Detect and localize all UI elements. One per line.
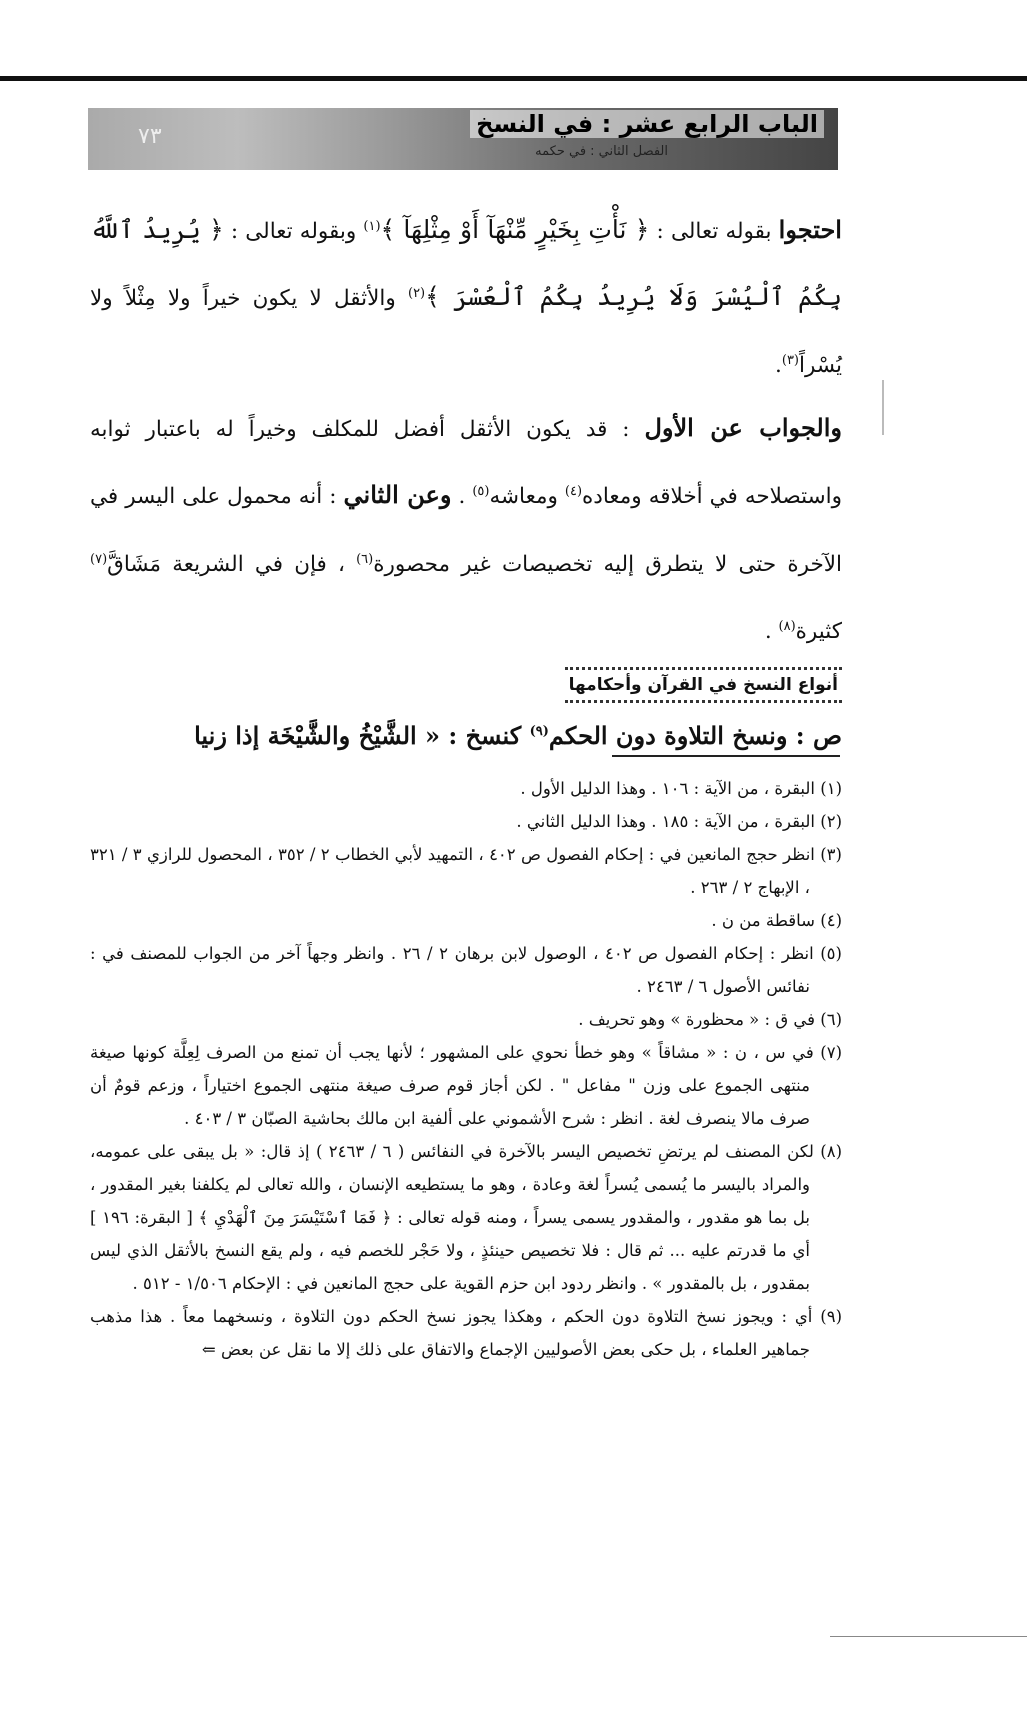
footnote-ref: (٨) bbox=[778, 618, 796, 634]
footnote-6: (٦) في ق : « محظورة » وهو تحريف . bbox=[578, 1010, 842, 1029]
scan-edge-line bbox=[830, 1636, 1027, 1637]
footnote-7: (٧) في س ، ن : « مشاقاً » وهو خطأ نحوي على المشهور ؛ لأنها يجب أن تمنع من الصرف لِعِلَّة كونها صيغة منتهى الجموع على وزن " مفاعل " . لكن أجاز قوم صرف صيغة منتهى الجموع اختياراً ، وزعم قومٌ أن صرف مالا ينصرف لغة . انظر : شرح الأشموني على ألفية ابن مالك بحاشية الصبّان ٣ / ٤٠٣ . bbox=[90, 1043, 842, 1128]
page-number: ٧٣ bbox=[138, 124, 162, 149]
footnote-5: (٥) انظر : إحكام الفصول ص ٤٠٢ ، الوصول لابن برهان ٢ / ٢٦ . وانظر وجهاً آخر من الجواب للمصنف في : نفائس الأصول ٦ / ٢٤٦٣ . bbox=[90, 944, 842, 996]
keyword-answer-second: وعن الثاني bbox=[343, 480, 452, 510]
footnote-8: (٨) لكن المصنف لم يرتضِ تخصيص اليسر بالآخرة في النفائس ( ٦ / ٢٤٦٣ ) إذ قال: « بل يبقى على عمومه، والمراد باليسر ما يُسمى يُسراً لغة وعادة ، وهو ما يستطيعه الإنسان ، والله تعالى لم يكلفنا بغير المقدور ، بل بما هو مقدور ، والمقدور يسمى يسراً ، ومنه قوله تعالى : ﴿ فَمَا ٱسْتَيْسَرَ مِنَ ٱلْهَدْيِ ﴾ [ البقرة: ١٩٦ ] أي ما قدرتم عليه ... ثم قال : فلا تخصيص حينئذٍ ، ولا حَجْر للخصم فيه ، ولم يقع النسخ بالأثقل الذي ليس بمقدور ، بل بالمقدور » . وانظر ردود ابن حزم القوية على حجج المانعين في : الإحكام ١/٥٠٦ - ٥١٢ . bbox=[90, 1142, 842, 1293]
footnote-ref: (٣) bbox=[781, 353, 799, 369]
footnote-ref: (١) bbox=[363, 219, 381, 234]
top-rule bbox=[0, 76, 1027, 81]
paragraph-matn: ص : ونسخ التلاوة دون الحكم$^{(٩)}$ كنسخ : « الشَّيْخُ والشَّيْخَة إذا زنيا bbox=[194, 720, 842, 750]
footnote-ref: (٧) bbox=[90, 551, 108, 567]
footnote-ref: (٩) bbox=[529, 723, 549, 739]
section-heading: أنواع النسخ في القرآن وأحكامها bbox=[565, 667, 842, 703]
chapter-title: الباب الرابع عشر : في النسخ bbox=[470, 110, 824, 138]
footnotes bbox=[90, 772, 842, 1366]
footnote-ref: (٦) bbox=[356, 551, 374, 567]
footnote-ref: (٤) bbox=[564, 484, 583, 500]
paragraph-answer: والجواب عن الأول : قد يكون الأثقل أفضل للمكلف وخيراً له باعتبار ثوابه واستصلاحه في أخلاقه ومعاده$^{(٤)}$ ومعاشه$^{(٥)}$ . وعن الثاني : أنه محمول على اليسر في الآخرة حتى لا يتطرق إليه تخصيصات غير محصورة$^{(٦)}$ ، فإن في الشريعة مَشَاقَّ$^{(٧)}$ كثيرة$^{(٨)}$ . bbox=[90, 413, 843, 644]
footnote-9: (٩) أي : ويجوز نسخ التلاوة دون الحكم ، وهكذا يجوز نسخ الحكم دون التلاوة ، ونسخهما معاً . هذا مذهب جماهير العلماء ، بل حكى بعض الأصوليين الإجماع والاتفاق على ذلك إلا ما نقل عن بعض ⇐ bbox=[90, 1307, 842, 1359]
footnote-3: (٣) انظر حجج المانعين في : إحكام الفصول ص ٤٠٢ ، التمهيد لأبي الخطاب ٢ / ٣٥٢ ، المحصول للرازي ٣ / ٣٢١ ، الإبهاج ٢ / ٢٦٣ . bbox=[90, 845, 842, 897]
keyword-ihtajju: احتجوا bbox=[778, 215, 842, 245]
footnote-1: (١) البقرة ، من الآية : ١٠٦ . وهذا الدليل الأول . bbox=[520, 779, 842, 798]
margin-mark bbox=[882, 380, 884, 435]
footnote-2: (٢) البقرة ، من الآية : ١٨٥ . وهذا الدليل الثاني . bbox=[516, 812, 842, 831]
footnote-4: (٤) ساقطة من ن . bbox=[711, 911, 842, 930]
main-text bbox=[90, 196, 842, 760]
page-header bbox=[88, 108, 838, 170]
quran-verse: ﴿ يُرِيدُ ٱللَّهُ بِكُمُ ٱلْيُسْرَ وَلَا يُرِيدُ بِكُمُ ٱلْعُسْرَ ﴾ bbox=[90, 215, 842, 312]
section-title: الفصل الثاني : في حكمه bbox=[535, 144, 668, 159]
keyword-answer-first: والجواب عن الأول bbox=[644, 413, 843, 443]
footnote-separator bbox=[612, 755, 840, 757]
quran-verse: ﴿ نَأْتِ بِخَيْرٍ مِّنْهَآ أَوْ مِثْلِهَآ ﴾ bbox=[380, 215, 650, 245]
paragraph-argument: احتجوا بقوله تعالى : ﴿ نَأْتِ بِخَيْرٍ مِّنْهَآ أَوْ مِثْلِهَآ ﴾$^{(١)}$ وبقوله تعالى : ﴿ يُرِيدُ ٱللَّهُ بِكُمُ ٱلْيُسْرَ وَلَا يُرِيدُ بِكُمُ ٱلْعُسْرَ ﴾$^{(٢)}$ والأثقل لا يكون خيراً ولا مِثْلاً ولا يُسْراً$^{(٣)}$. bbox=[90, 215, 842, 379]
footnote-ref: (٥) bbox=[472, 484, 490, 500]
footnote-ref: (٢) bbox=[407, 286, 426, 302]
